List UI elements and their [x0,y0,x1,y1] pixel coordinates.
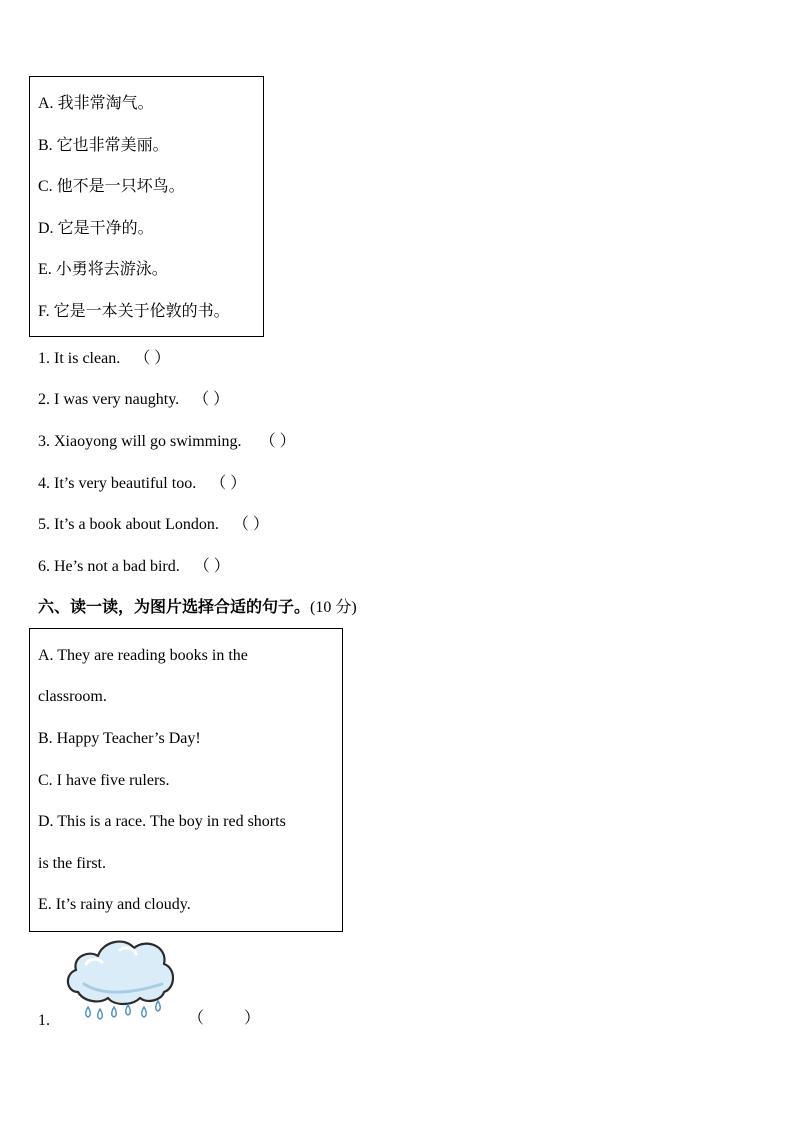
answer-blank[interactable]: （ ） [232,516,269,533]
chinese-options-box [29,76,264,337]
option-cn-f [38,301,230,322]
picture-number: 1. [38,1012,50,1029]
option-letter: C. [38,178,53,195]
question-text: 6. He’s not a bad bird. [38,558,180,575]
option-text: 小勇将去游泳。 [55,259,168,278]
answer-blank[interactable]: （ ） [134,350,171,367]
option-letter: D. [38,220,54,237]
option-en-b: B. Happy Teacher’s Day! [38,730,201,747]
question-6 [38,557,230,577]
option-text: 它是干净的。 [57,218,154,237]
section-points: (10 分) [310,599,357,616]
question-text: 5. It’s a book about London. [38,516,219,533]
option-text: 它是一本关于伦敦的书。 [53,301,230,320]
rain-drop-icon [126,1005,131,1015]
option-letter: A. [38,95,54,112]
question-text: 1. It is clean. [38,350,121,367]
option-en-d-cont: is the first. [38,855,106,872]
answer-blank[interactable]: （ ） [188,1010,261,1027]
section-heading [38,596,357,619]
rain-drop-icon [86,1007,91,1017]
option-letter: F. [38,303,50,320]
answer-blank[interactable]: （ ） [210,475,247,492]
rain-drop-icon [142,1007,147,1017]
rain-drop-icon [156,1001,161,1011]
answer-blank[interactable]: （ ） [259,433,296,450]
answer-blank[interactable]: （ ） [193,391,230,408]
question-4 [38,474,246,494]
option-cn-e [38,259,168,280]
option-letter: B. [38,137,53,154]
question-3 [38,432,296,452]
option-letter: E. [38,261,52,278]
section-title: 六、读一读，为图片选择合适的句子。 [38,597,311,616]
option-en-c: C. I have five rulers. [38,772,170,789]
rain-cloud-icon [64,934,176,1026]
option-en-e: E. It’s rainy and cloudy. [38,896,191,913]
question-2 [38,390,229,410]
option-cn-a [38,93,154,114]
rain-drop-icon [112,1007,117,1017]
question-text: 4. It’s very beautiful too. [38,475,197,492]
option-en-a: A. They are reading books in the [38,647,248,664]
question-5 [38,515,269,535]
option-cn-c [38,176,185,197]
option-en-a-cont: classroom. [38,688,107,705]
answer-blank[interactable]: （ ） [193,558,230,575]
question-1 [38,349,170,369]
question-text: 3. Xiaoyong will go swimming. [38,433,242,450]
cloud-shape [68,942,173,1004]
option-text: 他不是一只坏鸟。 [56,176,185,195]
option-cn-d [38,218,154,239]
question-text: 2. I was very naughty. [38,391,180,408]
rain-drop-icon [98,1009,103,1019]
option-cn-b [38,135,169,156]
option-text: 它也非常美丽。 [56,135,169,154]
option-text: 我非常淘气。 [57,93,154,112]
option-en-d: D. This is a race. The boy in red shorts [38,813,286,830]
